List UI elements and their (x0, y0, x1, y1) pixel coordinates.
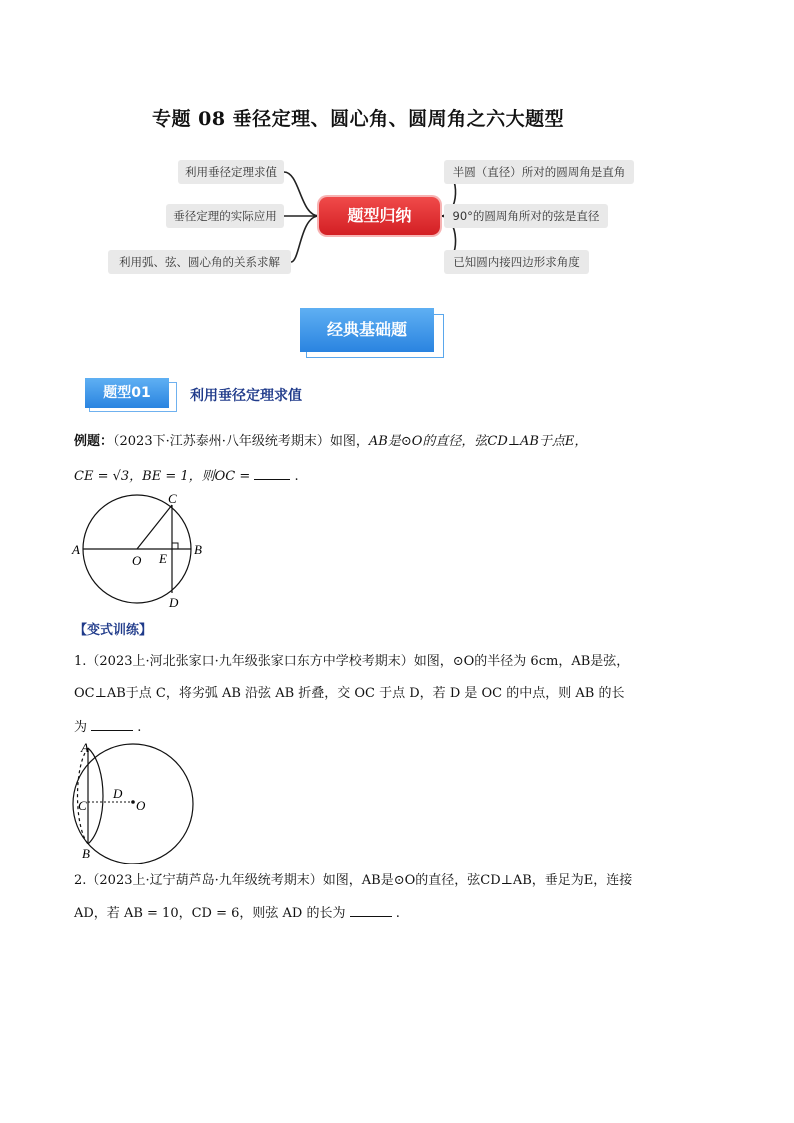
q1-line-1: 1.（2023上·河北张家口·九年级张家口东方中学校考期末）如图，⊙O的半径为 6cm，AB是弦， (74, 654, 630, 669)
page-title: 专题 08 垂径定理、圆心角、圆周角之六大题型 (152, 108, 565, 130)
example-answer-blank[interactable] (254, 465, 290, 480)
mindmap-center: 题型归纳 (319, 197, 440, 235)
practice-label: 【变式训练】 (74, 623, 153, 638)
example-line-2 (74, 465, 299, 487)
fig1-label-a: A (72, 542, 80, 557)
figure-2 (68, 736, 198, 864)
example-end: . (294, 469, 299, 484)
mindmap-left-1: 利用垂径定理求值 (178, 160, 284, 184)
figure-1 (68, 488, 218, 614)
fig1-label-d: D (169, 595, 179, 610)
example-text-2: CE = √3，BE = 1，则OC = (74, 469, 251, 484)
q1-line-3 (74, 716, 141, 738)
fig1-label-b: B (194, 542, 202, 557)
example-source: （2023下·江苏泰州·八年级统考期末）如图， (113, 434, 369, 449)
mindmap-left-3: 利用弧、弦、圆心角的关系求解 (108, 250, 291, 274)
section-banner (300, 308, 440, 354)
q2-answer-blank[interactable] (350, 902, 392, 917)
q2-end: . (395, 906, 400, 921)
q1-prefix: 为 (74, 720, 88, 735)
fig1-label-e: E (159, 551, 167, 566)
q2-line-1: 2.（2023上·辽宁葫芦岛·九年级统考期末）如图，AB是⊙O的直径，弦CD⊥AB，垂足为E，连接 (74, 873, 633, 888)
section-banner-label: 经典基础题 (300, 308, 434, 352)
mindmap-left-2: 垂径定理的实际应用 (166, 204, 284, 228)
fig1-label-c: C (168, 491, 177, 506)
fig2-label-d: D (113, 786, 123, 801)
q1-line-2: OC⊥AB于点 C，将劣弧 AB 沿弦 AB 折叠，交 OC 于点 D，若 D 是 OC 的中点，则 AB 的长 (74, 686, 625, 701)
q2-line-2 (74, 902, 400, 924)
fig2-label-a: A (81, 740, 89, 755)
fig2-label-c: C (78, 798, 87, 813)
type-tag-label: 题型01 (85, 378, 169, 408)
mindmap-right-1: 半圆（直径）所对的圆周角是直角 (444, 160, 634, 184)
type-title: 利用垂径定理求值 (190, 388, 302, 404)
fig2-label-o: O (136, 798, 146, 813)
example-line-1 (74, 432, 587, 452)
mindmap-right-3: 已知圆内接四边形求角度 (444, 250, 589, 274)
type-tag (85, 378, 175, 408)
fig1-label-o: O (132, 553, 142, 568)
q2-prefix: AD，若 AB = 10，CD = 6，则弦 AD 的长为 (74, 906, 346, 921)
example-text-1: AB是⊙O的直径，弦CD⊥AB于点E， (368, 434, 588, 449)
q1-end: . (137, 720, 142, 735)
mindmap-right-2: 90°的圆周角所对的弦是直径 (444, 204, 608, 228)
fig2-label-b: B (82, 846, 90, 861)
example-label: 例题： (74, 434, 114, 449)
q1-answer-blank[interactable] (91, 716, 133, 731)
